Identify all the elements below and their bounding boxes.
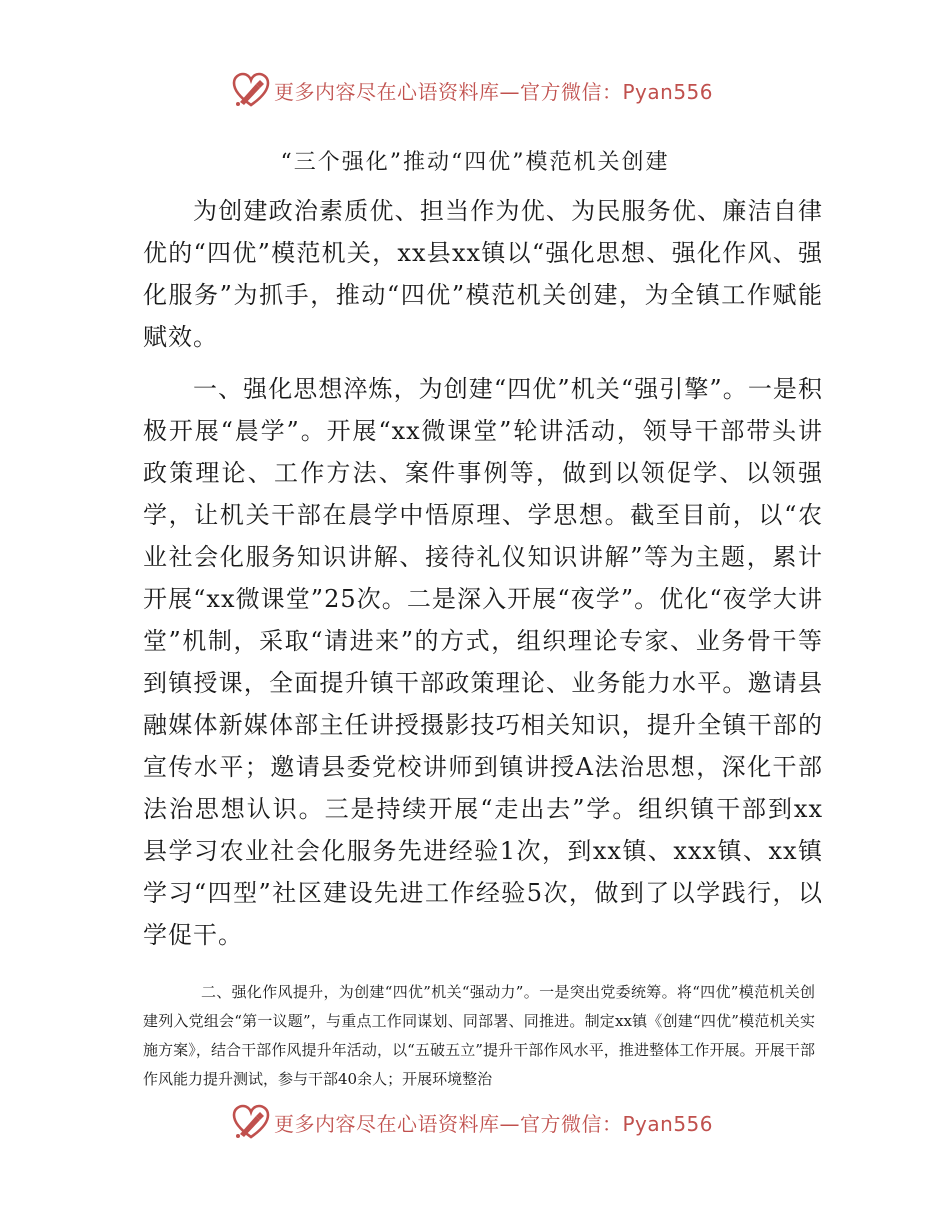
- footer-banner: [232, 1104, 713, 1140]
- paragraph-intro: 为创建政治素质优、担当作为优、为民服务优、廉洁自律优的“四优”模范机关，xx县xx镇以“强化思想、强化作风、强化服务”为抓手，推动“四优”模范机关创建，为全镇工作赋能赋效。: [143, 197, 823, 351]
- paragraph-section-two: 二、强化作风提升，为创建“四优”机关“强动力”。一是突出党委统筹。将“四优”模范机关创建列入党组会“第一议题”，与重点工作同谋划、同部署、同推进。制定xx镇《创建“四优”模范机关实施方案》，结合干部作风提升年活动，以“五破五立”提升干部作风水平，推进整体工作开展。开展干部作风能力提升测试，参与干部40余人；开展环境整治: [143, 983, 815, 1088]
- document-title: “三个强化”推动“四优”模范机关创建: [280, 150, 670, 175]
- pen-heart-logo-icon: [232, 72, 270, 108]
- pen-heart-logo-icon: [232, 1104, 270, 1140]
- paragraph-section-one: 一、强化思想淬炼，为创建“四优”机关“强引擎”。一是积极开展“晨学”。开展“xx微课堂”轮讲活动，领导干部带头讲政策理论、工作方法、案件事例等，做到以领促学、以领强学，让机关干部在晨学中悟原理、学思想。截至目前，以“农业社会化服务知识讲解、接待礼仪知识讲解”等为主题，累计开展“xx微课堂”25次。二是深入开展“夜学”。优化“夜学大讲堂”机制，采取“请进来”的方式，组织理论专家、业务骨干等到镇授课，全面提升镇干部政策理论、业务能力水平。邀请县融媒体新媒体部主任讲授摄影技巧相关知识，提升全镇干部的宣传水平；邀请县委党校讲师到镇讲授A法治思想，深化干部法治思想认识。三是持续开展“走出去”学。组织镇干部到xx县学习农业社会化服务先进经验1次，到xx镇、xxx镇、xx镇学习“四型”社区建设先进工作经验5次，做到了以学践行，以学促干。: [143, 375, 823, 949]
- banner-text: 更多内容尽在心语资料库—官方微信：Pyan556: [274, 1111, 714, 1136]
- header-banner: [232, 72, 713, 108]
- banner-text: 更多内容尽在心语资料库—官方微信：Pyan556: [274, 79, 714, 104]
